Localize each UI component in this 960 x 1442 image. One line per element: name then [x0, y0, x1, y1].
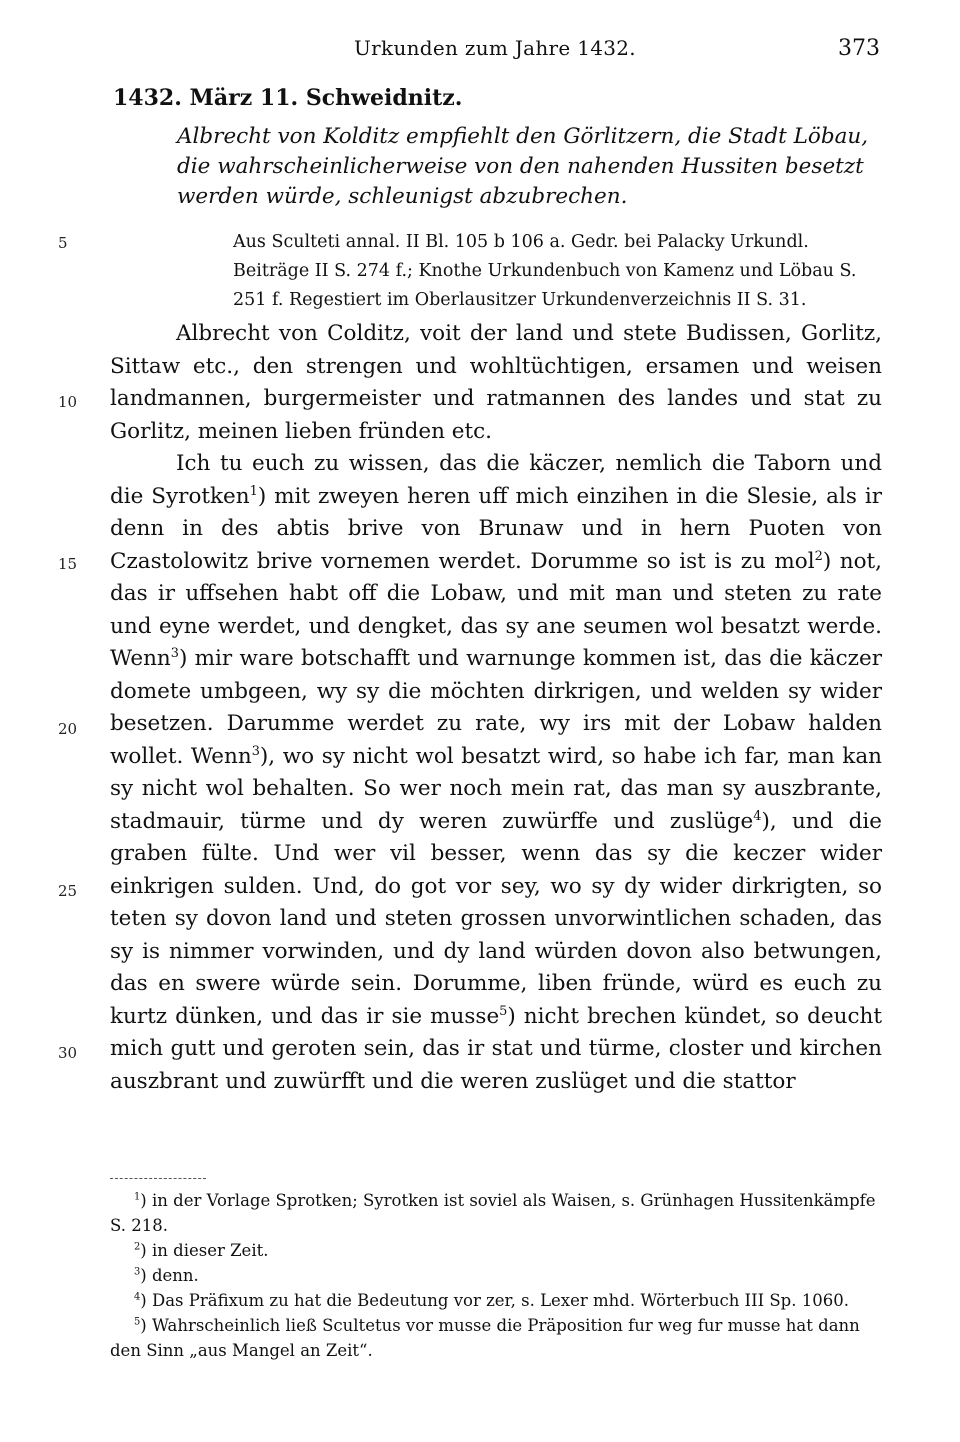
footnote-mark: 4 [134, 1291, 141, 1303]
footnote-text: ) in dieser Zeit. [140, 1241, 269, 1260]
source-note: Aus Sculteti annal. II Bl. 105 b 106 a. Gedr. bei Palacky Urkundl. Beiträge II S. 274 f.; Knothe Urkundenbuch von Kamenz und Löbau S. 251 f. Regestiert im Oberlausitzer Urkundenverzeichnis II S. 31. [233, 232, 857, 310]
footnote-mark: 1 [134, 1191, 141, 1203]
footnote-ref: 2 [814, 548, 823, 564]
text-segment: Ich tu euch zu wissen, das die käczer, nemlich die Taborn und die Syrotken [110, 451, 882, 509]
footnote-separator [110, 1178, 206, 1179]
running-head-title: Urkunden zum Jahre 1432. [354, 36, 636, 60]
address-paragraph: Albrecht von Colditz, voit der land und stete Budissen, Gorlitz, Sittaw etc., den strengen und wohltüchtigen, ersamen und weisen landmannen, burgermeister und ratmannen des landes und stat zu Gorlitz, meinen lieben fründen etc. [110, 321, 882, 444]
footnote [110, 1188, 882, 1238]
text-segment: ), und die graben fülte. Und wer vil besser, wenn das sy die keczer wider einkrigen sulden. Und, do got vor sey, wo sy dy wider dirkrigten, so teten sy dovon land und steten grossen unvorwintlichen schaden, das sy is nimmer vorwinden, und dy land würden dovon also betwungen, das en swere würde sein. Dorumme, liben fründe, würd es euch zu kurtz dünken, und das ir sie musse [110, 808, 882, 1029]
footnote-ref: 5 [499, 1003, 508, 1019]
footnote-text: ) Wahrscheinlich ließ Scultetus vor musse die Präposition fur weg fur musse hat dann den Sinn „aus Mangel an Zeit“. [110, 1316, 860, 1360]
text-segment: ), wo sy nicht wol besatzt wird, so habe ich far, man kan sy nicht wol behalten. So wer noch mein rat, das man sy auszbrante, stadmauir, türme und dy weren zuwürffe und zuslüge [110, 743, 882, 834]
line-number: 25 [58, 882, 78, 900]
running-head [110, 34, 880, 68]
footnotes [110, 1188, 882, 1363]
document-heading: 1432. März 11. Schweidnitz. [113, 85, 463, 111]
footnote-ref: 1 [249, 483, 258, 499]
letter-paragraph [110, 448, 882, 1098]
footnote-mark: 2 [134, 1241, 141, 1253]
text-segment: ) nicht brechen kündet, so deucht mich gutt und geroten sein, das ir stat und türme, closter und kirchen auszbrant und zuwürfft und die weren zuslüget und die stattor [110, 1003, 882, 1094]
footnote-text: ) Das Präfixum zu hat die Bedeutung vor zer, s. Lexer mhd. Wörterbuch III Sp. 1060. [140, 1291, 849, 1310]
line-number: 5 [58, 234, 68, 252]
footnote [110, 1288, 882, 1313]
footnote-mark: 3 [134, 1266, 141, 1278]
text-segment: ) mir ware botschafft und warnunge kommen ist, das die käczer domete umbgeen, wy sy die möchten dirkrigen, und welden sy wider besetzen. Darumme werdet zu rate, wy irs mit der Lobaw halden wollet. Wenn [110, 646, 882, 769]
footnote-ref: 4 [753, 808, 762, 824]
footnote [110, 1263, 882, 1288]
footnote-ref: 3 [170, 645, 179, 661]
text-segment: ) not, das ir uffsehen habt off die Lobaw, und mit man und steten zu rate und eyne werdet, und dengket, das sy ane seumen wol besatzt werde. Wenn [110, 548, 882, 671]
line-number: 10 [58, 393, 78, 411]
line-number: 30 [58, 1044, 78, 1062]
footnote [110, 1238, 882, 1263]
text-segment: ) mit zweyen heren uff mich einzihen in die Slesie, als ir denn in des abtis brive von Brunaw und in hern Puoten von Czastolowitz brive vornemen werdet. Dorumme so ist is zu mol [110, 483, 882, 574]
document-summary: Albrecht von Kolditz empfiehlt den Görlitzern, die Stadt Löbau, die wahrscheinlicherweise von den nahenden Hussiten besetzt werden würde, schleunigst abzubrechen. [177, 124, 869, 209]
line-number: 15 [58, 555, 78, 573]
page-number: 373 [838, 36, 880, 61]
footnote-mark: 5 [134, 1316, 141, 1328]
footnote-text: ) in der Vorlage Sprotken; Syrotken ist soviel als Waisen, s. Grünhagen Hussitenkämpfe S. 218. [110, 1191, 876, 1235]
line-number: 20 [58, 720, 78, 738]
footnote-ref: 3 [251, 743, 260, 759]
letter-body [110, 318, 882, 1098]
footnote [110, 1313, 882, 1363]
footnote-text: ) denn. [140, 1266, 199, 1285]
